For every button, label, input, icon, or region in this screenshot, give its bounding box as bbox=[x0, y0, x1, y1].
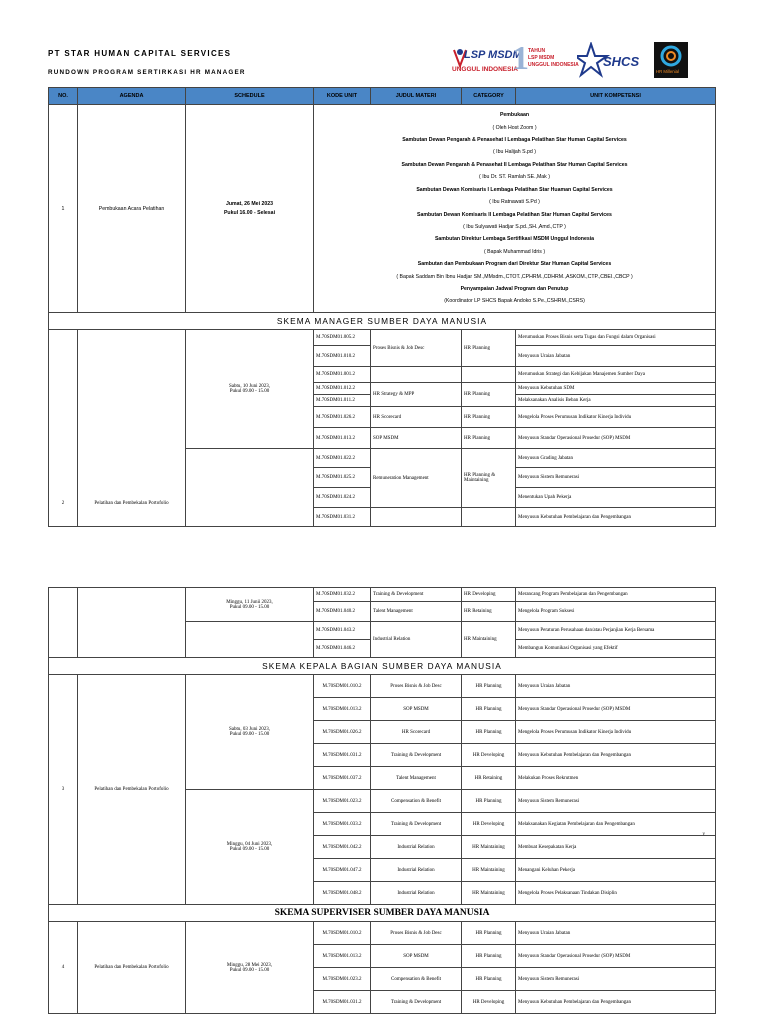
category bbox=[462, 508, 516, 527]
schedule-time: Pukul 09.00 - 15.00 bbox=[229, 732, 270, 737]
row-schedule bbox=[186, 105, 314, 313]
row-no: 3 bbox=[49, 675, 78, 905]
unit-kompetensi-text: Membuat Kesepakatan Kerja bbox=[518, 844, 577, 850]
col-unit-kompetensi: UNIT KOMPETENSI bbox=[516, 88, 716, 105]
schedule-time: Pukul 09.00 - 15.00 bbox=[229, 389, 270, 394]
kode-unit: M.70SDM01.001.2 bbox=[314, 367, 371, 383]
category bbox=[462, 367, 516, 383]
judul-materi bbox=[371, 508, 462, 527]
kode-unit: M.70SDM01.011.2 bbox=[314, 395, 371, 407]
tahun-text: TAHUN bbox=[528, 48, 546, 54]
judul-materi: HR Strategy & MPP bbox=[371, 383, 462, 407]
schedule-time: Pukul 09.00 - 15.00 bbox=[229, 604, 270, 610]
row-no bbox=[49, 588, 78, 658]
row-schedule bbox=[186, 330, 314, 449]
kode-unit: M.70SDM01.024.2 bbox=[314, 488, 371, 508]
opening-line: ( Ibu Dr. ST. Ramlah SE.,Mak ) bbox=[479, 174, 550, 181]
kode-unit: M.70SDM01.040.2 bbox=[314, 602, 371, 622]
unit-kompetensi: Menyusun Kebutuhan Pembelajaran dan Pengembangan bbox=[516, 991, 716, 1014]
unit-kompetensi: Menyusun Kebutuhan Pembelajaran dan Pengembangan bbox=[516, 508, 716, 527]
judul-materi: Proses Bisnis & Job Desc bbox=[371, 922, 462, 945]
judul-materi: Remuneration Management bbox=[371, 449, 462, 508]
unit-kompetensi bbox=[516, 832, 716, 859]
kode-unit: M.70SDM01.031.2 bbox=[314, 508, 371, 527]
col-schedule: SCHEDULE bbox=[186, 88, 314, 105]
kode-unit: M.70SDM01.031.2 bbox=[314, 744, 371, 767]
opening-line: Sambutan Dewan Pengarah & Penasehat II Lembaga Pelatihan Star Human Capital Services bbox=[401, 161, 628, 168]
kode-unit: M.70SDM01.026.2 bbox=[314, 407, 371, 428]
kode-unit: M.70SDM01.023.2 bbox=[314, 968, 371, 991]
schedule-date: Minggu, 04 Juni 2023, bbox=[226, 842, 273, 847]
row-schedule bbox=[186, 675, 314, 790]
kode-unit: M.70SDM01.026.2 bbox=[314, 721, 371, 744]
schema-supervisor-row bbox=[49, 905, 716, 922]
judul-materi: Industrial Relation bbox=[371, 622, 462, 658]
judul-materi: HR Scorecard bbox=[371, 407, 462, 428]
category: HR Planning bbox=[462, 675, 516, 698]
schedule-date: Sabtu, 03 Juni 2023, bbox=[229, 727, 270, 732]
schema-manager-row bbox=[49, 313, 716, 330]
kode-unit: M.70SDM01.037.2 bbox=[314, 767, 371, 790]
judul-materi: Industrial Relation bbox=[371, 882, 462, 905]
schedule-date: Jumat, 26 Mei 2023 bbox=[225, 201, 273, 207]
category: HR Planning & Maintaining bbox=[462, 449, 516, 508]
judul-materi: Talent Management bbox=[371, 767, 462, 790]
row-schedule bbox=[186, 922, 314, 1014]
kode-unit: M.70SDM01.032.2 bbox=[314, 588, 371, 602]
kode-unit: M.70SDM01.023.2 bbox=[314, 790, 371, 813]
row-agenda: Pelatihan dan Pembekalan Portofolio bbox=[78, 922, 186, 1014]
row-schedule bbox=[186, 588, 314, 622]
unit-kompetensi: Menyusun Peraturan Perusahaan dan/atau Perjanjian Kerja Bersama bbox=[516, 622, 716, 640]
unit-kompetensi: Menyusun Sistem Remunerasi bbox=[516, 968, 716, 991]
category: HR Developing bbox=[462, 991, 516, 1014]
kode-unit: M.70SDM01.043.2 bbox=[314, 622, 371, 640]
row-no: 1 bbox=[49, 105, 78, 313]
unit-kompetensi: Merancang Program Pembelajaran dan Pengembangan bbox=[516, 588, 716, 602]
kode-unit: M.70SDM01.005.2 bbox=[314, 330, 371, 346]
judul-materi: SOP MSDM bbox=[371, 945, 462, 968]
opening-line: ( Ibu Halijah S.pd ) bbox=[493, 149, 536, 156]
opening-line: Sambutan Dewan Pengarah & Penasehat I Lembaga Pelatihan Star Human Capital Services bbox=[402, 137, 627, 144]
category: HR Planning bbox=[462, 968, 516, 991]
row-schedule bbox=[186, 622, 314, 658]
unit-kompetensi: Mengelola Proses Pelaksanaan Tindakan Disiplin bbox=[516, 882, 716, 905]
unit-kompetensi: Menentukan Upah Pekerja bbox=[516, 488, 716, 508]
category: HR Planning bbox=[462, 945, 516, 968]
table-row bbox=[49, 922, 716, 945]
judul-materi: Training & Development bbox=[371, 813, 462, 836]
tahun-sub2: UNGGUL INDONESIA bbox=[528, 62, 579, 68]
table-row bbox=[49, 675, 716, 698]
schedule-time: Pukul 16.00 - Selesai bbox=[223, 210, 276, 216]
opening-line: ( Bapak Saddam Bin Ibnu Hadjar SM.,MMsdm.,CTOT.,CPHRM.,CDHRM.,ASKOM.,CTP.,CBEI.,CBCP ) bbox=[396, 273, 633, 280]
kode-unit: M.70SDM01.013.2 bbox=[314, 428, 371, 449]
logo-lsp-msdm bbox=[450, 44, 522, 80]
rundown-table-page-2 bbox=[48, 587, 716, 1014]
kode-unit: M.70SDM01.013.2 bbox=[314, 945, 371, 968]
category: HR Planning bbox=[462, 407, 516, 428]
category: HR Planning bbox=[462, 698, 516, 721]
kode-unit: M.70SDM01.047.2 bbox=[314, 859, 371, 882]
opening-line: ( Ibu Ratnawati S.Pd ) bbox=[489, 199, 540, 206]
row-schedule bbox=[186, 449, 314, 527]
unit-kompetensi: Menyusun Uraian Jabatan bbox=[516, 922, 716, 945]
opening-line: Sambutan Direktur Lembaga Sertifikasi MSDM Unggul Indonesia bbox=[434, 236, 595, 243]
kode-unit: M.70SDM01.010.2 bbox=[314, 346, 371, 367]
company-name: PT STAR HUMAN CAPITAL SERVICES bbox=[48, 49, 232, 58]
judul-materi: Training & Development bbox=[371, 588, 462, 602]
category: HR Retaining bbox=[462, 602, 516, 622]
kode-unit: M.70SDM01.048.2 bbox=[314, 882, 371, 905]
category: HR Retaining bbox=[462, 767, 516, 790]
judul-materi: Training & Development bbox=[371, 744, 462, 767]
category: HR Planning bbox=[462, 790, 516, 813]
schema-kepala-row bbox=[49, 658, 716, 675]
category: HR Developing bbox=[462, 744, 516, 767]
kode-unit: M.70SDM01.025.2 bbox=[314, 468, 371, 488]
unit-kompetensi: Menangani Keluhan Pekerja bbox=[516, 859, 716, 882]
table-row bbox=[49, 588, 716, 602]
opening-line: Sambutan dan Pembukaan Program dari Direktur Star Human Capital Services bbox=[417, 261, 612, 268]
unit-kompetensi: Menyusun Kebutuhan SDM bbox=[516, 383, 716, 395]
table-header-row bbox=[49, 88, 716, 105]
opening-row bbox=[49, 105, 716, 313]
millenial-text: HR Millenial bbox=[656, 69, 679, 74]
opening-line: Sambutan Dewan Komisaris I Lembaga Pelatihan Star Huaman Capital Services bbox=[416, 186, 613, 193]
row-agenda: Pembukaan Acara Pelatihan bbox=[78, 105, 186, 313]
judul-materi: Industrial Relation bbox=[371, 859, 462, 882]
judul-materi: Industrial Relation bbox=[371, 836, 462, 859]
judul-materi: SOP MSDM bbox=[371, 428, 462, 449]
unit-kompetensi: Melaksanakan Analisis Beban Kerja bbox=[516, 395, 716, 407]
kode-unit: M.70SDM01.010.2 bbox=[314, 675, 371, 698]
col-category: CATEGORY bbox=[462, 88, 516, 105]
judul-materi: Talent Management bbox=[371, 602, 462, 622]
col-no: NO. bbox=[49, 88, 78, 105]
unit-kompetensi: Mengelola Proses Perumusan Indikator Kinerja Individu bbox=[516, 407, 716, 428]
unit-kompetensi: Menyusun Grading Jabatan bbox=[516, 449, 716, 468]
row-agenda: Pelatihan dan Pembekalan Portofolio bbox=[78, 330, 186, 527]
kode-unit: M.70SDM01.010.2 bbox=[314, 922, 371, 945]
schedule-date: Sabtu, 10 Juni 2023, bbox=[229, 384, 270, 389]
kode-unit: M.70SDM01.046.2 bbox=[314, 640, 371, 658]
category: HR Developing bbox=[462, 813, 516, 836]
unit-kompetensi: Merumuskan Strategi dan Kebijakan Manajemen Sumber Daya bbox=[516, 367, 716, 383]
kode-unit: M.70SDM01.042.2 bbox=[314, 836, 371, 859]
judul-materi: Training & Development bbox=[371, 991, 462, 1014]
unit-kompetensi: Menyusun Sistem Remunerasi bbox=[516, 468, 716, 488]
judul-materi: Compensation & Benefit bbox=[371, 790, 462, 813]
judul-materi: HR Scorecard bbox=[371, 721, 462, 744]
document-title: RUNDOWN PROGRAM SERTIRKASI HR MANAGER bbox=[48, 69, 246, 76]
judul-materi: Proses Bisnis & Job Desc bbox=[371, 330, 462, 367]
check-mark: v bbox=[702, 832, 705, 837]
judul-materi: Proses Bisnis & Job Desc bbox=[371, 675, 462, 698]
unit-kompetensi: Menyusun Standar Operasional Prosedur (SOP) MSDM bbox=[516, 945, 716, 968]
row-no: 4 bbox=[49, 922, 78, 1014]
shcs-text: SHCS bbox=[603, 54, 640, 69]
judul-materi: SOP MSDM bbox=[371, 698, 462, 721]
category: HR Planning bbox=[462, 922, 516, 945]
opening-line: Sambutan Dewan Komisaris II Lembaga Pelatihan Star Human Capital Services bbox=[417, 211, 612, 218]
lsp-msdm-sub: UNGGUL INDONESIA bbox=[452, 66, 518, 73]
category: HR Maintaining bbox=[462, 622, 516, 658]
millenial-icon bbox=[654, 42, 688, 70]
unit-kompetensi: Melakukan Proses Rekrutmen bbox=[516, 767, 716, 790]
row-no: 2 bbox=[49, 330, 78, 527]
col-kode-unit: KODE UNIT bbox=[314, 88, 371, 105]
schema-manager-title: SKEMA MANAGER SUMBER DAYA MANUSIA bbox=[49, 313, 716, 330]
row-schedule bbox=[186, 790, 314, 905]
col-agenda: AGENDA bbox=[78, 88, 186, 105]
unit-kompetensi: Merumuskan Proses Bisnis serta Tugas dan Fungsi dalam Organisasi bbox=[516, 330, 716, 346]
lsp-msdm-text: LSP MSDM bbox=[464, 49, 522, 61]
judul-materi bbox=[371, 367, 462, 383]
schedule-time: Pukul 09.00 - 15.00 bbox=[229, 967, 270, 973]
category: HR Planning bbox=[462, 383, 516, 407]
schedule-time: Pukul 09.00 - 15.00 bbox=[229, 847, 270, 852]
logo-hr-millenial bbox=[654, 42, 688, 78]
opening-line: Pembukaan bbox=[499, 112, 530, 119]
unit-kompetensi: Melaksanakan Kegiatan Pembelajaran dan Pengembangan bbox=[516, 813, 716, 836]
rundown-table-page-1 bbox=[48, 87, 716, 527]
opening-program bbox=[314, 105, 716, 313]
logo-1-tahun bbox=[512, 40, 579, 80]
kode-unit: M.70SDM01.022.2 bbox=[314, 449, 371, 468]
category: HR Planning bbox=[462, 428, 516, 449]
tahun-sub1: LSP MSDM bbox=[528, 55, 555, 61]
judul-materi: Compensation & Benefit bbox=[371, 968, 462, 991]
category: HR Developing bbox=[462, 588, 516, 602]
kode-unit: M.70SDM01.013.2 bbox=[314, 698, 371, 721]
col-judul-materi: JUDUL MATERI bbox=[371, 88, 462, 105]
unit-kompetensi: Menyusun Uraian Jabatan bbox=[516, 346, 716, 367]
unit-kompetensi: Membangun Komunikasi Organisasi yang Efektif bbox=[516, 640, 716, 658]
unit-kompetensi: Menyusun Uraian Jabatan bbox=[516, 675, 716, 698]
opening-line: ( Ibu Sulyawati Hadjar S.pd.,SH.,Amd.,CTP ) bbox=[463, 223, 566, 230]
opening-line: Penyampaian Jadwal Program dan Penutup bbox=[460, 285, 569, 292]
row-agenda bbox=[78, 588, 186, 658]
opening-line: ( Bapak Muhammad Idris ) bbox=[483, 248, 546, 255]
category: HR Maintaining bbox=[462, 859, 516, 882]
category: HR Planning bbox=[462, 721, 516, 744]
unit-kompetensi: Menyusun Standar Operasional Prosedur (SOP) MSDM bbox=[516, 428, 716, 449]
kode-unit: M.70SDM01.031.2 bbox=[314, 991, 371, 1014]
opening-line: (Koordinator LP SHCS Bapak Andoko S.Pe.,CSHRM.,CSRS) bbox=[444, 298, 585, 305]
table-row bbox=[49, 330, 716, 346]
schema-kepala-title: SKEMA KEPALA BAGIAN SUMBER DAYA MANUSIA bbox=[49, 658, 716, 675]
row-agenda: Pelatihan dan Pembekalan Portofolio bbox=[78, 675, 186, 905]
kode-unit: M.70SDM01.012.2 bbox=[314, 383, 371, 395]
unit-kompetensi: Menyusun Standar Operasional Prosedur (SOP) MSDM bbox=[516, 698, 716, 721]
unit-kompetensi: Mengelola Program Suksesi bbox=[516, 602, 716, 622]
logo-shcs bbox=[577, 42, 639, 80]
opening-line: ( Oleh Host Zoom ) bbox=[492, 124, 537, 131]
tahun-number: 1 bbox=[512, 40, 529, 77]
schema-supervisor-title: SKEMA SUPERVISER SUMBER DAYA MANUSIA bbox=[49, 905, 716, 922]
unit-kompetensi: Mengelola Proses Perumusan Indikator Kinerja Individu bbox=[516, 721, 716, 744]
unit-kompetensi: Menyusun Kebutuhan Pembelajaran dan Pengembangan bbox=[516, 744, 716, 767]
unit-kompetensi: Menyusun Sistem Remunerasi bbox=[516, 790, 716, 813]
category: HR Maintaining bbox=[462, 882, 516, 905]
category: HR Planning bbox=[462, 330, 516, 367]
schedule-date: Minggu, 28 Mei 2023, bbox=[226, 962, 273, 968]
kode-unit: M.70SDM01.033.2 bbox=[314, 813, 371, 836]
category: HR Maintaining bbox=[462, 836, 516, 859]
schedule-date: Minggu, 11 Junii 2023, bbox=[226, 599, 273, 605]
